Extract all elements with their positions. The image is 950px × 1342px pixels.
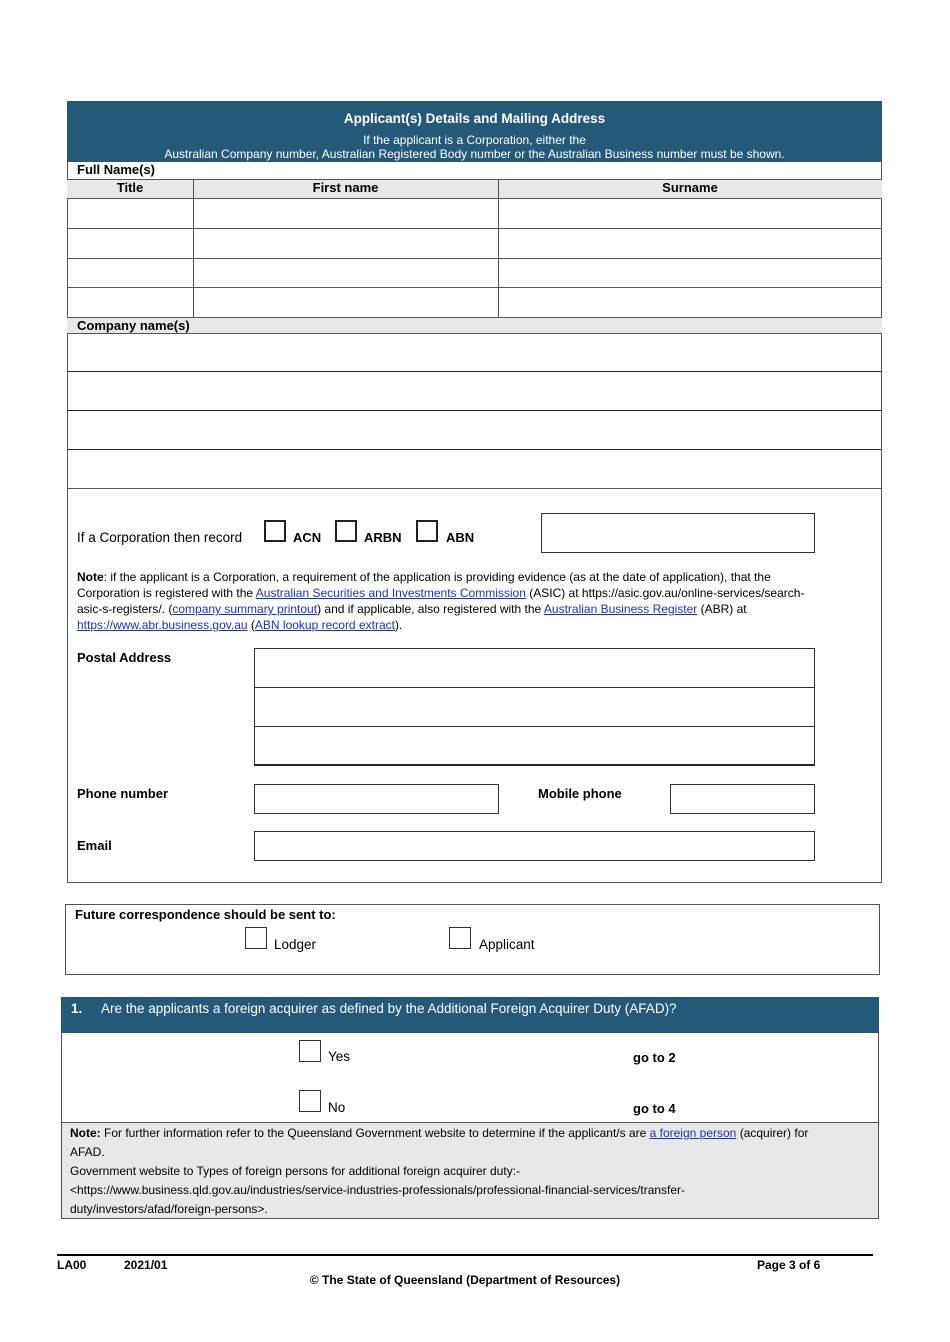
- question1-number: 1.: [71, 1001, 83, 1016]
- applicant-header-sub2: Australian Company number, Australian Registered Body number or the Australian Business number must be shown.: [164, 147, 785, 161]
- footer-copyright: © The State of Queensland (Department of Resources): [309, 1273, 621, 1287]
- first-name-input-1[interactable]: [194, 200, 497, 228]
- q1-note-line-3: Government website to Types of foreign persons for additional foreign acquirer duty:-: [70, 1164, 521, 1178]
- yes-label: Yes: [328, 1049, 351, 1064]
- first-name-input-4[interactable]: [194, 288, 497, 316]
- applicant-header-sub1: If the applicant is a Corporation, either the: [363, 133, 586, 147]
- arbn-label: ARBN: [364, 530, 402, 545]
- company-name-input-4[interactable]: [68, 451, 881, 489]
- note-bold: Note: [77, 570, 104, 584]
- phone-number-label: Phone number: [77, 786, 169, 801]
- applicant-header-title: Applicant(s) Details and Mailing Address: [343, 111, 606, 126]
- arbn-checkbox[interactable]: [335, 520, 357, 542]
- first-name-input-3[interactable]: [194, 259, 497, 287]
- q1-note-line-4: <https://www.business.qld.gov.au/industries/service-industries-professionals/professional-financial-services/transfer-: [70, 1183, 686, 1197]
- title-input-4[interactable]: [68, 288, 192, 316]
- mobile-phone-input[interactable]: [670, 784, 815, 814]
- lodger-checkbox[interactable]: [245, 927, 267, 949]
- q1-note-text-2: (acquirer) for: [736, 1126, 809, 1140]
- question1-note: [62, 1122, 878, 1218]
- col-surname-header: Surname: [662, 180, 718, 195]
- title-input-1[interactable]: [68, 200, 192, 228]
- phone-number-input[interactable]: [254, 784, 499, 814]
- q1-note-line-2: AFAD.: [70, 1145, 105, 1159]
- corporation-label: If a Corporation then record: [77, 530, 243, 545]
- question1-text: Are the applicants a foreign acquirer as defined by the Additional Foreign Acquirer Duty (AFAD)?: [101, 1001, 677, 1016]
- acn-label: ACN: [293, 530, 322, 545]
- title-input-3[interactable]: [68, 259, 192, 287]
- corporation-note: [77, 569, 867, 633]
- note-text-6: (ABR) at: [697, 602, 747, 616]
- note-text-8: ).: [394, 618, 403, 632]
- abn-lookup-link[interactable]: ABN lookup record extract: [254, 618, 395, 632]
- postal-address-label: Postal Address: [77, 650, 172, 665]
- postal-address-line-3[interactable]: [254, 726, 815, 766]
- company-name-input-2[interactable]: [68, 373, 881, 411]
- note-text-7: (: [247, 618, 255, 632]
- first-name-input-2[interactable]: [194, 229, 497, 257]
- title-input-2[interactable]: [68, 229, 192, 257]
- abn-checkbox[interactable]: [416, 520, 438, 542]
- footer-rule: [57, 1254, 873, 1256]
- no-goto: go to 4: [633, 1101, 676, 1116]
- footer-version: 2021/01: [124, 1258, 168, 1272]
- acn-checkbox[interactable]: [264, 520, 286, 542]
- surname-input-3[interactable]: [499, 259, 881, 287]
- lodger-label: Lodger: [274, 937, 317, 952]
- corporation-number-input[interactable]: [541, 513, 815, 553]
- question1-header: [61, 997, 879, 1033]
- q1-note-bold: Note:: [70, 1126, 101, 1140]
- applicant-label: Applicant: [479, 937, 535, 952]
- footer-page-number: Page 3 of 6: [757, 1258, 821, 1272]
- note-text-1: : if the applicant is a Corporation, a requirement of the application is providing evidence (as at the date of application), that the: [103, 570, 771, 584]
- postal-address-line-2[interactable]: [254, 687, 815, 727]
- surname-input-2[interactable]: [499, 229, 881, 257]
- note-text-2: Corporation is registered with the: [77, 586, 256, 600]
- mobile-phone-label: Mobile phone: [538, 786, 622, 801]
- q1-note-text-1: For further information refer to the Queensland Government website to determine if the applicant/s are: [100, 1126, 650, 1140]
- yes-checkbox[interactable]: [299, 1040, 321, 1062]
- foreign-person-link[interactable]: a foreign person: [649, 1126, 737, 1140]
- col-title-header: Title: [116, 180, 144, 195]
- applicant-header: [67, 101, 882, 162]
- surname-input-1[interactable]: [499, 200, 881, 228]
- abr-link[interactable]: Australian Business Register: [543, 602, 698, 616]
- col-first-header: First name: [312, 180, 379, 195]
- no-label: No: [328, 1100, 346, 1115]
- abn-label: ABN: [446, 530, 475, 545]
- company-names-label: Company name(s): [77, 318, 190, 333]
- surname-input-4[interactable]: [499, 288, 881, 316]
- abr-url-link[interactable]: https://www.abr.business.gov.au: [77, 618, 248, 632]
- company-summary-link[interactable]: company summary printout: [172, 602, 318, 616]
- note-text-5: ) and if applicable, also registered with the: [317, 602, 544, 616]
- yes-goto: go to 2: [633, 1050, 676, 1065]
- q1-note-line-5: duty/investors/afad/foreign-persons>.: [70, 1202, 268, 1216]
- note-text-3: (ASIC) at https://asic.gov.au/online-services/search-: [525, 586, 805, 600]
- footer-form-code: LA00: [57, 1258, 87, 1272]
- asic-link[interactable]: Australian Securities and Investments Commission: [255, 586, 526, 600]
- postal-address-line-1[interactable]: [254, 648, 815, 688]
- email-input[interactable]: [254, 831, 815, 861]
- full-names-label: Full Name(s): [77, 162, 156, 177]
- no-checkbox[interactable]: [299, 1090, 321, 1112]
- applicant-checkbox[interactable]: [449, 927, 471, 949]
- email-label: Email: [77, 838, 112, 853]
- correspondence-title: Future correspondence should be sent to:: [75, 907, 336, 922]
- note-text-4: asic-s-registers/. (: [77, 602, 173, 616]
- company-name-input-1[interactable]: [68, 335, 881, 372]
- company-name-input-3[interactable]: [68, 412, 881, 450]
